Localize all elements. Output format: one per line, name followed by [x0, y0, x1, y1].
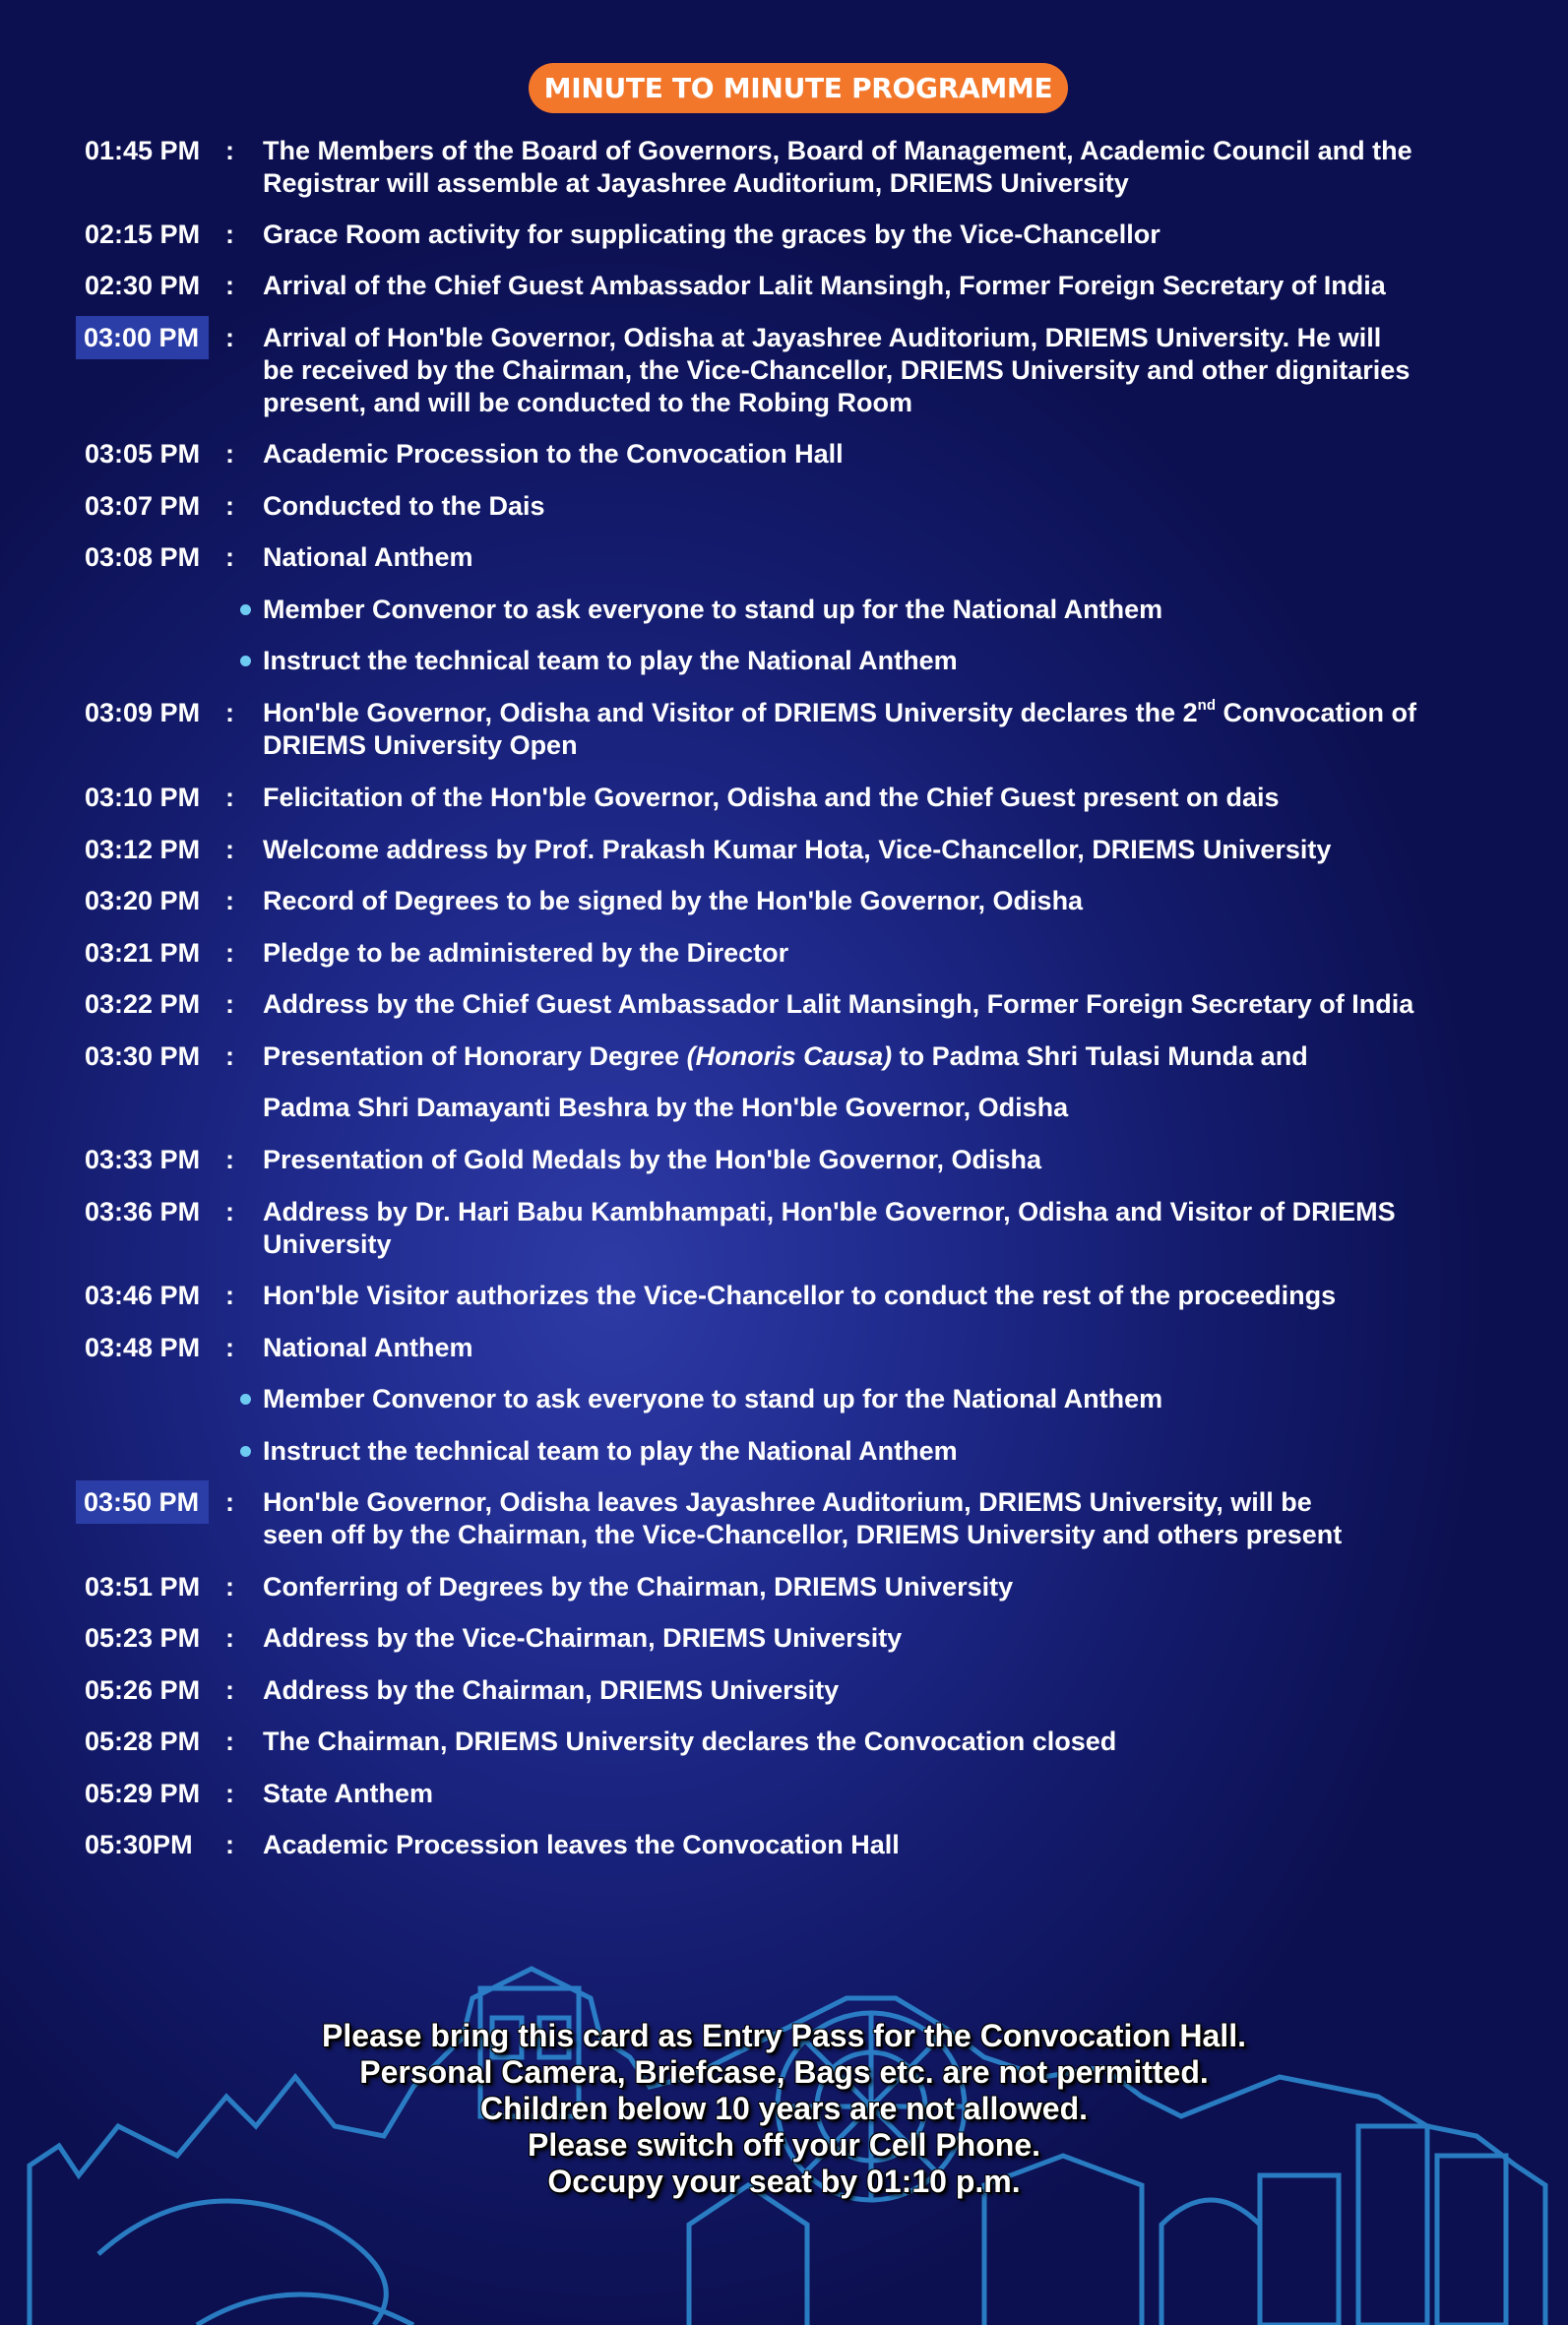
bullet-icon	[240, 1394, 251, 1405]
schedule-description: Address by the Chief Guest Ambassador Lalit Mansingh, Former Foreign Secretary of India	[263, 989, 1414, 1019]
schedule-time: 05:30PM	[85, 1830, 193, 1859]
schedule-description: Welcome address by Prof. Prakash Kumar Hota, Vice-Chancellor, DRIEMS University	[263, 835, 1332, 864]
schedule-description: Member Convenor to ask everyone to stand up for the National Anthem	[263, 595, 1163, 624]
schedule-time: 05:23 PM	[85, 1623, 201, 1653]
bullet-icon	[240, 656, 251, 666]
bullet-icon	[240, 604, 251, 615]
separator: :	[225, 886, 234, 915]
schedule-description: Conferring of Degrees by the Chairman, DRIEMS University	[263, 1572, 1014, 1602]
separator: :	[225, 439, 234, 469]
schedule-description: Arrival of the Chief Guest Ambassador Lalit Mansingh, Former Foreign Secretary of India	[263, 271, 1386, 300]
separator: :	[225, 136, 234, 165]
schedule-time: 03:46 PM	[85, 1281, 201, 1310]
schedule-description: Address by the Chairman, DRIEMS University	[263, 1675, 840, 1705]
separator: :	[225, 271, 234, 300]
separator: :	[225, 1487, 234, 1517]
schedule-time: 03:21 PM	[85, 938, 201, 968]
separator: :	[225, 1675, 234, 1705]
schedule-description: Felicitation of the Hon'ble Governor, Odisha and the Chief Guest present on dais	[263, 783, 1280, 812]
entry-instructions	[0, 2018, 1568, 2200]
schedule-description: Presentation of Honorary Degree (Honoris Causa) to Padma Shri Tulasi Munda and Padma Shri Damayanti Beshra by the Hon'ble Governor, Odisha	[263, 1041, 1308, 1122]
separator: :	[225, 1623, 234, 1653]
footer-line: Occupy your seat by 01:10 p.m.	[547, 2164, 1021, 2199]
schedule-time: 03:05 PM	[85, 439, 201, 469]
schedule-description: State Anthem	[263, 1779, 434, 1808]
schedule-description: Pledge to be administered by the Director	[263, 938, 789, 968]
schedule-time: 03:51 PM	[85, 1572, 201, 1602]
separator: :	[225, 1779, 234, 1808]
programme-title: MINUTE TO MINUTE PROGRAMME	[529, 63, 1068, 113]
schedule-description: Academic Procession to the Convocation Hall	[263, 439, 844, 469]
schedule-description: Grace Room activity for supplicating the graces by the Vice-Chancellor	[263, 220, 1160, 249]
schedule-description: The Members of the Board of Governors, Board of Management, Academic Council and the Registrar will assemble at Jayashree Auditorium, DRIEMS University	[263, 136, 1412, 198]
schedule-time: 03:30 PM	[85, 1041, 201, 1071]
schedule-time: 05:28 PM	[85, 1727, 201, 1756]
separator: :	[225, 491, 234, 521]
schedule-description: National Anthem	[263, 542, 473, 572]
schedule-time: 03:08 PM	[85, 542, 201, 572]
separator: :	[225, 783, 234, 812]
bullet-icon	[240, 1446, 251, 1457]
schedule-time: 03:33 PM	[85, 1145, 201, 1174]
separator: :	[225, 1041, 234, 1071]
separator: :	[225, 1145, 234, 1174]
schedule-time: 02:30 PM	[85, 271, 201, 300]
separator: :	[225, 542, 234, 572]
separator: :	[225, 698, 234, 727]
separator: :	[225, 1333, 234, 1362]
footer-line: Personal Camera, Briefcase, Bags etc. are not permitted.	[359, 2054, 1209, 2090]
schedule-description: Conducted to the Dais	[263, 491, 545, 521]
schedule-description: Member Convenor to ask everyone to stand up for the National Anthem	[263, 1384, 1163, 1414]
schedule-time: 03:00 PM	[76, 316, 209, 359]
schedule-description: The Chairman, DRIEMS University declares the Convocation closed	[263, 1727, 1117, 1756]
schedule-time: 03:07 PM	[85, 491, 201, 521]
schedule-description: Hon'ble Governor, Odisha leaves Jayashree Auditorium, DRIEMS University, will be seen off by the Chairman, the Vice-Chancellor, DRIEMS University and others present	[263, 1487, 1343, 1549]
schedule-time: 03:48 PM	[85, 1333, 201, 1362]
separator: :	[225, 1727, 234, 1756]
separator: :	[225, 1197, 234, 1226]
schedule-time: 02:15 PM	[85, 220, 201, 249]
separator: :	[225, 1281, 234, 1310]
schedule-time: 03:12 PM	[85, 835, 201, 864]
schedule-description: National Anthem	[263, 1333, 473, 1362]
footer-line: Please bring this card as Entry Pass for the Convocation Hall.	[322, 2018, 1246, 2053]
schedule-description: Hon'ble Visitor authorizes the Vice-Chancellor to conduct the rest of the proceedings	[263, 1281, 1337, 1310]
schedule-time: 03:36 PM	[85, 1197, 201, 1226]
schedule-time: 03:22 PM	[85, 989, 201, 1019]
footer-line: Please switch off your Cell Phone.	[527, 2127, 1040, 2163]
separator: :	[225, 938, 234, 968]
schedule-description: Arrival of Hon'ble Governor, Odisha at Jayashree Auditorium, DRIEMS University. He will be received by the Chairman, the Vice-Chancellor, DRIEMS University and other dignitaries present, and will be conducted to the Robing Room	[263, 323, 1411, 417]
schedule-description: Address by Dr. Hari Babu Kambhampati, Hon'ble Governor, Odisha and Visitor of DRIEMS University	[263, 1197, 1396, 1259]
separator: :	[225, 835, 234, 864]
separator: :	[225, 220, 234, 249]
schedule-time: 05:26 PM	[85, 1675, 201, 1705]
schedule-description: Address by the Vice-Chairman, DRIEMS University	[263, 1623, 903, 1653]
separator: :	[225, 1572, 234, 1602]
schedule-time: 05:29 PM	[85, 1779, 201, 1808]
schedule-description: Presentation of Gold Medals by the Hon'ble Governor, Odisha	[263, 1145, 1042, 1174]
separator: :	[225, 989, 234, 1019]
separator: :	[225, 323, 234, 352]
schedule-time: 03:50 PM	[76, 1480, 209, 1524]
schedule-time: 03:20 PM	[85, 886, 201, 915]
schedule-time: 03:10 PM	[85, 783, 201, 812]
schedule-description: Record of Degrees to be signed by the Hon'ble Governor, Odisha	[263, 886, 1084, 915]
schedule-description: Academic Procession leaves the Convocation Hall	[263, 1830, 900, 1859]
schedule-description: Hon'ble Governor, Odisha and Visitor of DRIEMS University declares the 2nd Convocation of DRIEMS University Open	[263, 697, 1416, 760]
footer-line: Children below 10 years are not allowed.	[479, 2091, 1089, 2126]
schedule-time: 03:09 PM	[85, 698, 201, 727]
schedule-description: Instruct the technical team to play the National Anthem	[263, 646, 958, 675]
separator: :	[225, 1830, 234, 1859]
schedule-time: 01:45 PM	[85, 136, 201, 165]
schedule-description: Instruct the technical team to play the National Anthem	[263, 1436, 958, 1466]
